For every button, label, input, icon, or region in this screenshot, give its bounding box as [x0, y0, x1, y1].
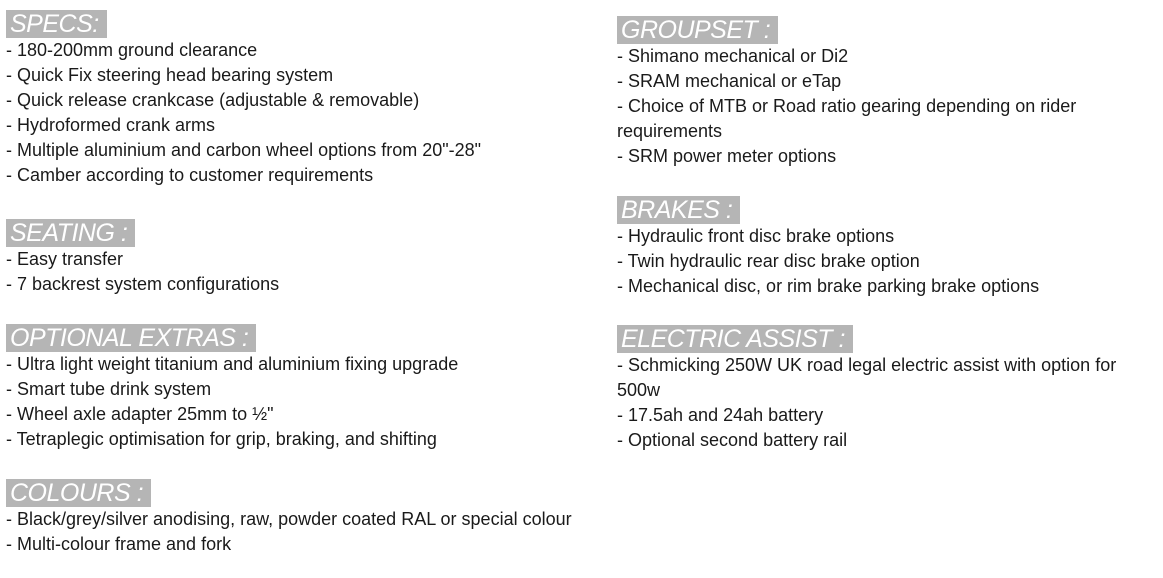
list-item: - Black/grey/silver anodising, raw, powder coated RAL or special colour	[6, 509, 572, 529]
list-item: - SRM power meter options	[617, 146, 837, 166]
list-item: - Quick release crankcase (adjustable & removable)	[6, 90, 420, 110]
list-item: - Mechanical disc, or rim brake parking brake options	[617, 276, 1040, 296]
seating-list	[6, 247, 596, 297]
colours-section	[6, 479, 626, 557]
list-item: - Smart tube drink system	[6, 379, 212, 399]
list-item: - Hydraulic front disc brake options	[617, 226, 895, 246]
list-item: - Camber according to customer requirements	[6, 165, 374, 185]
colours-list	[6, 507, 626, 557]
optional-extras-heading: OPTIONAL EXTRAS :	[6, 324, 256, 352]
groupset-section	[617, 16, 1157, 169]
list-item: - Multi-colour frame and fork	[6, 534, 232, 554]
list-item: - Easy transfer	[6, 249, 124, 269]
specs-section	[6, 10, 596, 188]
groupset-list	[617, 44, 1157, 169]
electric-assist-section	[617, 325, 1162, 453]
specs-list	[6, 38, 596, 188]
list-item: - Optional second battery rail	[617, 430, 848, 450]
optional-extras-list	[6, 352, 596, 452]
list-item: - Wheel axle adapter 25mm to ½"	[6, 404, 274, 424]
brakes-list	[617, 224, 1157, 299]
list-item: - Twin hydraulic rear disc brake option	[617, 251, 920, 271]
optional-extras-section	[6, 324, 596, 452]
list-item: - 7 backrest system configurations	[6, 274, 280, 294]
list-item: - Choice of MTB or Road ratio gearing depending on rider requirements	[617, 96, 1077, 141]
brakes-section	[617, 196, 1157, 299]
list-item: - Multiple aluminium and carbon wheel options from 20"-28"	[6, 140, 482, 160]
specs-heading: SPECS:	[6, 10, 107, 38]
list-item: - Ultra light weight titanium and aluminium fixing upgrade	[6, 354, 459, 374]
list-item: - Schmicking 250W UK road legal electric assist with option for 500w	[617, 355, 1117, 400]
seating-heading: SEATING :	[6, 219, 135, 247]
colours-heading: COLOURS :	[6, 479, 151, 507]
list-item: - Tetraplegic optimisation for grip, braking, and shifting	[6, 429, 437, 449]
list-item: - Shimano mechanical or Di2	[617, 46, 849, 66]
electric-assist-list	[617, 353, 1162, 453]
groupset-heading: GROUPSET :	[617, 16, 778, 44]
list-item: - 17.5ah and 24ah battery	[617, 405, 824, 425]
list-item: - Hydroformed crank arms	[6, 115, 216, 135]
brakes-heading: BRAKES :	[617, 196, 740, 224]
seating-section	[6, 219, 596, 297]
list-item: - 180-200mm ground clearance	[6, 40, 258, 60]
list-item: - Quick Fix steering head bearing system	[6, 65, 334, 85]
electric-assist-heading: ELECTRIC ASSIST :	[617, 325, 853, 353]
list-item: - SRAM mechanical or eTap	[617, 71, 842, 91]
